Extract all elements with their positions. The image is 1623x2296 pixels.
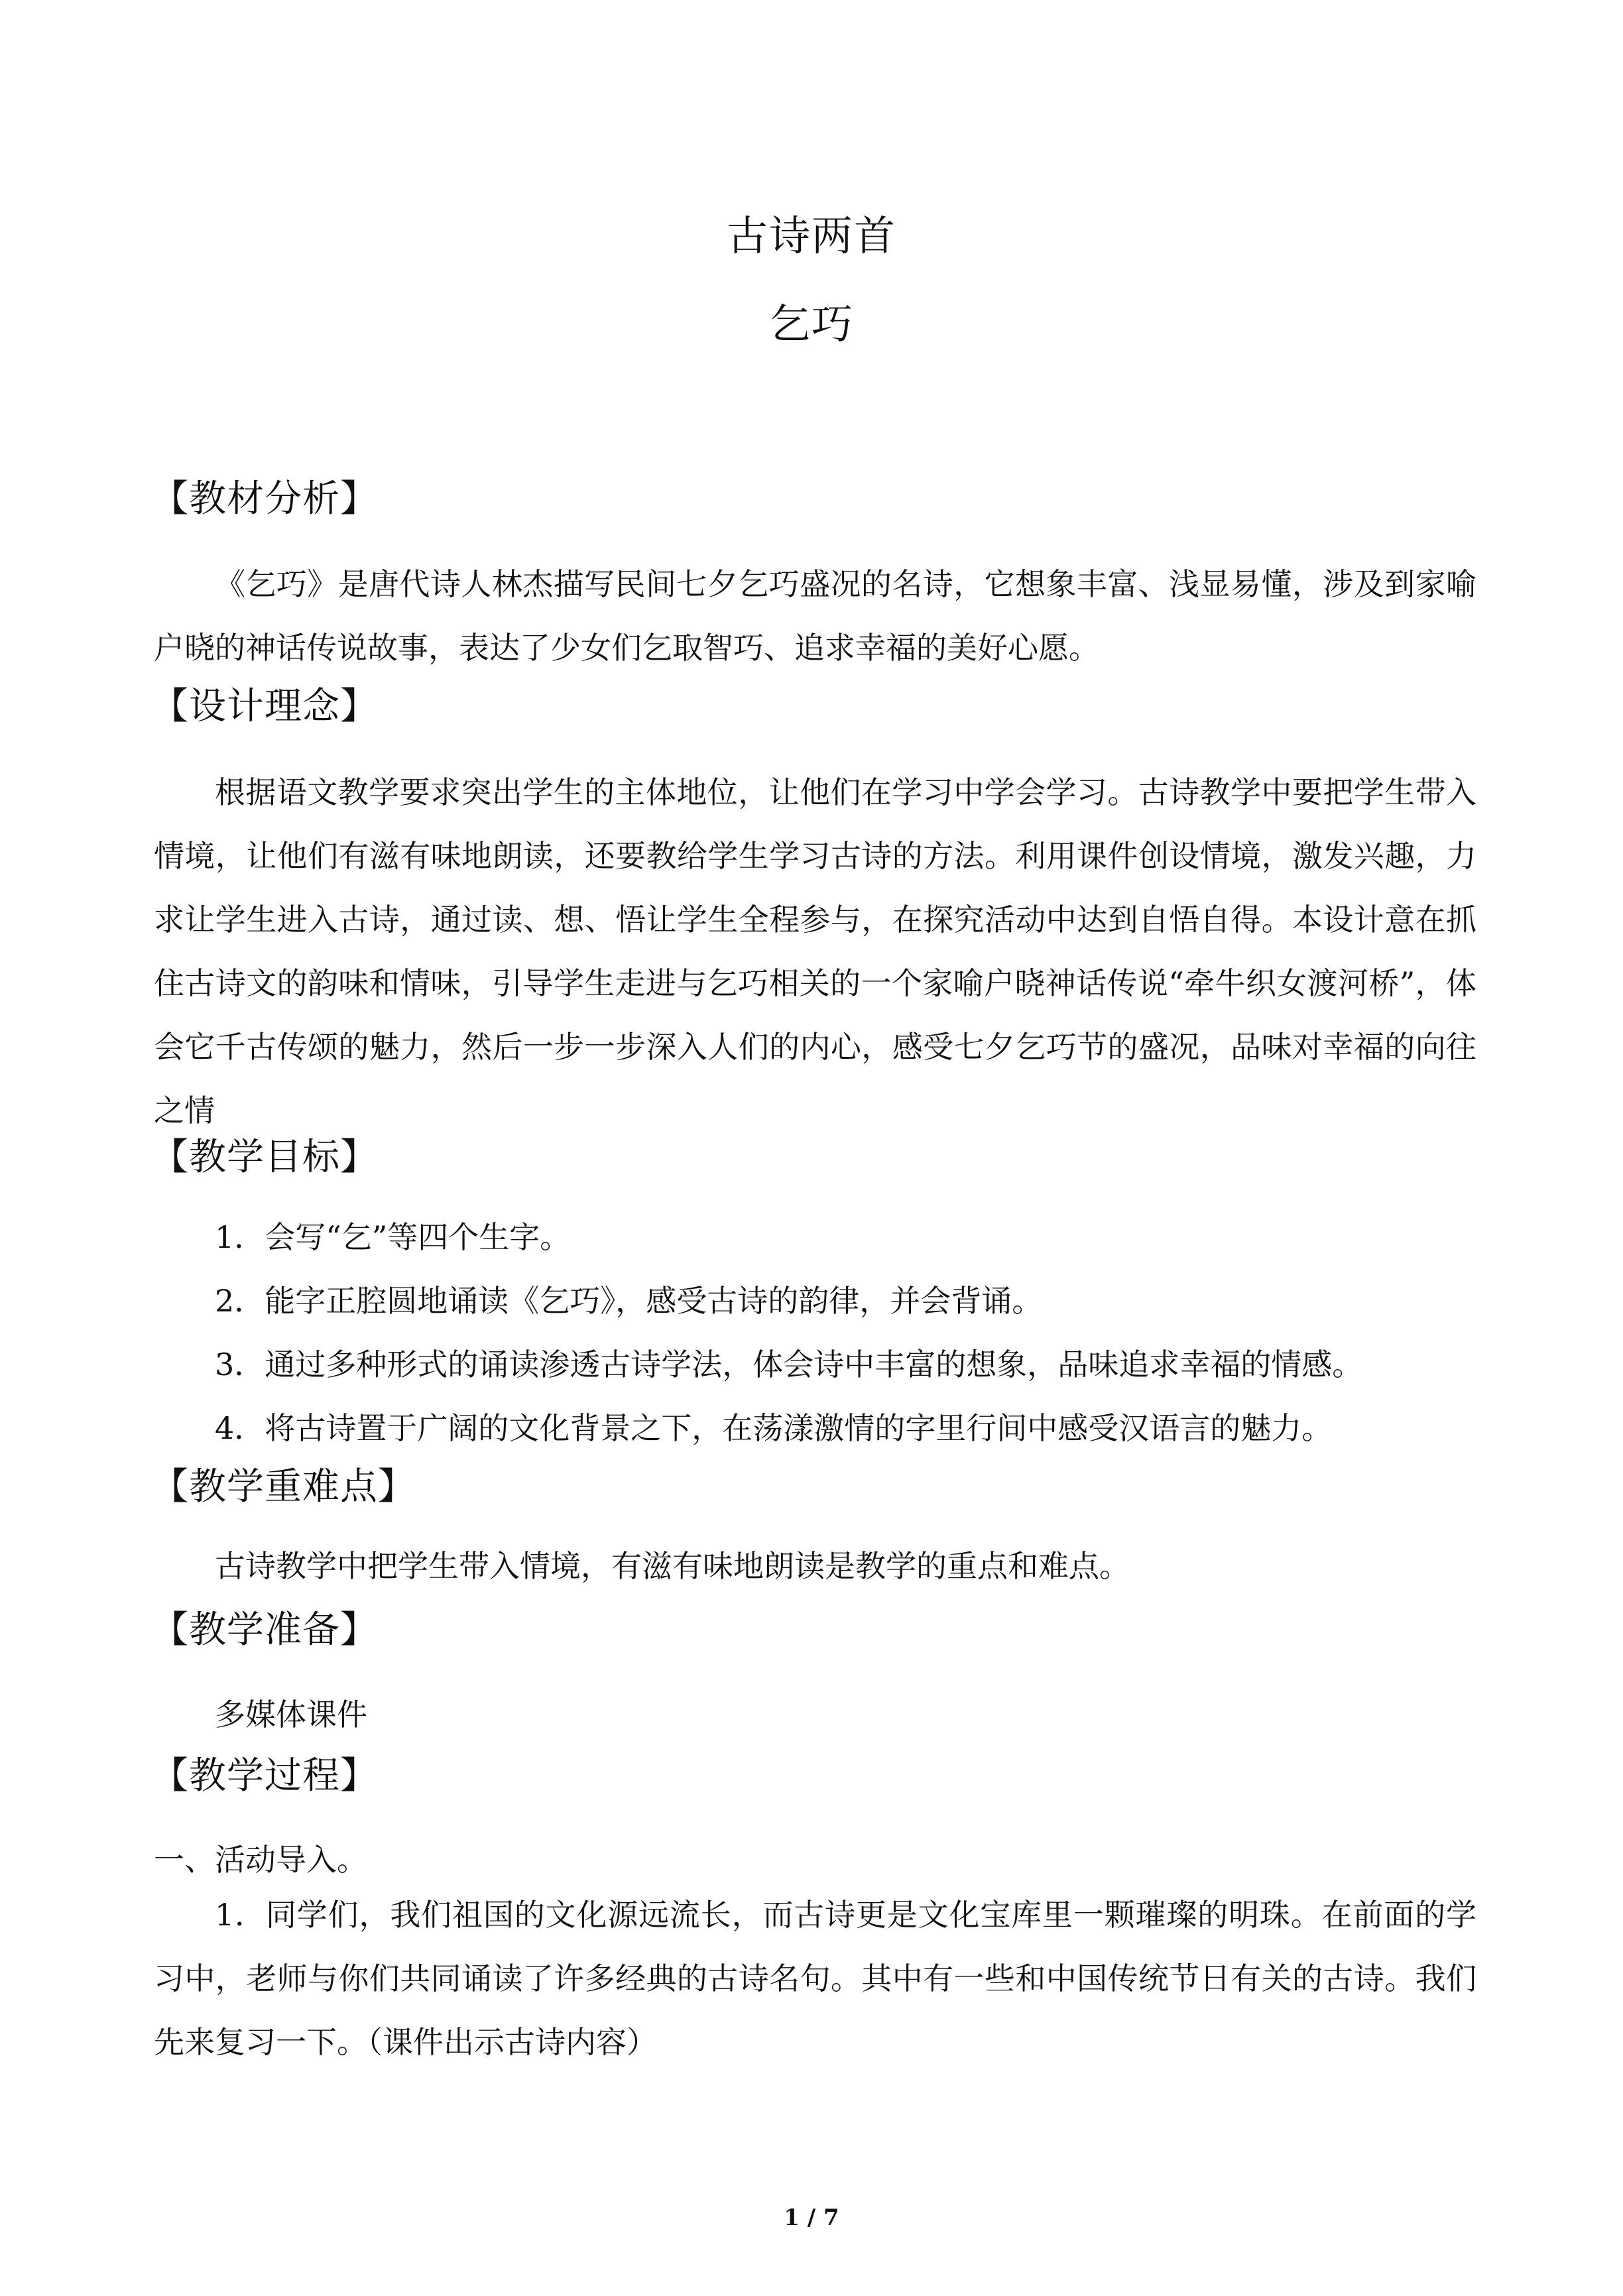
document-title: 古诗两首 bbox=[726, 211, 896, 260]
goal-item: 3．通过多种形式的诵读渗透古诗学法，体会诗中丰富的想象，品味追求幸福的情感。 bbox=[215, 1347, 1363, 1382]
process-paragraph: 1．同学们，我们祖国的文化源远流长，而古诗更是文化宝库里一颗璀璨的明珠。在前面的学习中，老师与你们共同诵读了许多经典的古诗名句。其中有一些和中国传统节日有关的古诗。我们先来复习一下。（课件出示古诗内容） bbox=[154, 1897, 1476, 2060]
page-number: 1 / 7 bbox=[784, 2205, 839, 2231]
preparation-text: 多媒体课件 bbox=[215, 1697, 367, 1732]
section-heading-goals: 【教学目标】 bbox=[151, 1136, 378, 1179]
process-step-heading: 一、活动导入。 bbox=[154, 1842, 367, 1878]
goal-item: 1．会写“乞”等四个生字。 bbox=[215, 1219, 571, 1255]
section-heading-analysis: 【教材分析】 bbox=[151, 477, 378, 520]
analysis-paragraph: 《乞巧》是唐代诗人林杰描写民间七夕乞巧盛况的名诗，它想象丰富、浅显易懂，涉及到家喻户晓的神话传说故事，表达了少女们乞取智巧、追求幸福的美好心愿。 bbox=[154, 566, 1476, 666]
keypoints-text: 古诗教学中把学生带入情境，有滋有味地朗读是教学的重点和难点。 bbox=[215, 1548, 1130, 1584]
section-heading-keypoints: 【教学重难点】 bbox=[151, 1465, 416, 1508]
section-heading-preparation: 【教学准备】 bbox=[151, 1608, 378, 1652]
concept-paragraph: 根据语文教学要求突出学生的主体地位，让他们在学习中学会学习。古诗教学中要把学生带入情境，让他们有滋有味地朗读，还要教给学生学习古诗的方法。利用课件创设情境，激发兴趣，力求让学生进入古诗，通过读、想、悟让学生全程参与，在探究活动中达到自悟自得。本设计意在抓住古诗文的韵味和情味，引导学生走进与乞巧相关的一个家喻户晓神话传说“牵牛织女渡河桥”，体会它千古传颂的魅力，然后一步一步深入人们的内心，感受七夕乞巧节的盛况，品味对幸福的向往之情 bbox=[154, 774, 1476, 1128]
section-heading-concept: 【设计理念】 bbox=[151, 685, 378, 728]
section-heading-process: 【教学过程】 bbox=[151, 1754, 378, 1797]
goal-item: 2．能字正腔圆地诵读《乞巧》，感受古诗的韵律，并会背诵。 bbox=[215, 1283, 1043, 1319]
goal-item: 4．将古诗置于广阔的文化背景之下，在荡漾激情的字里行间中感受汉语言的魅力。 bbox=[215, 1410, 1333, 1446]
poem-title: 乞巧 bbox=[768, 300, 854, 348]
